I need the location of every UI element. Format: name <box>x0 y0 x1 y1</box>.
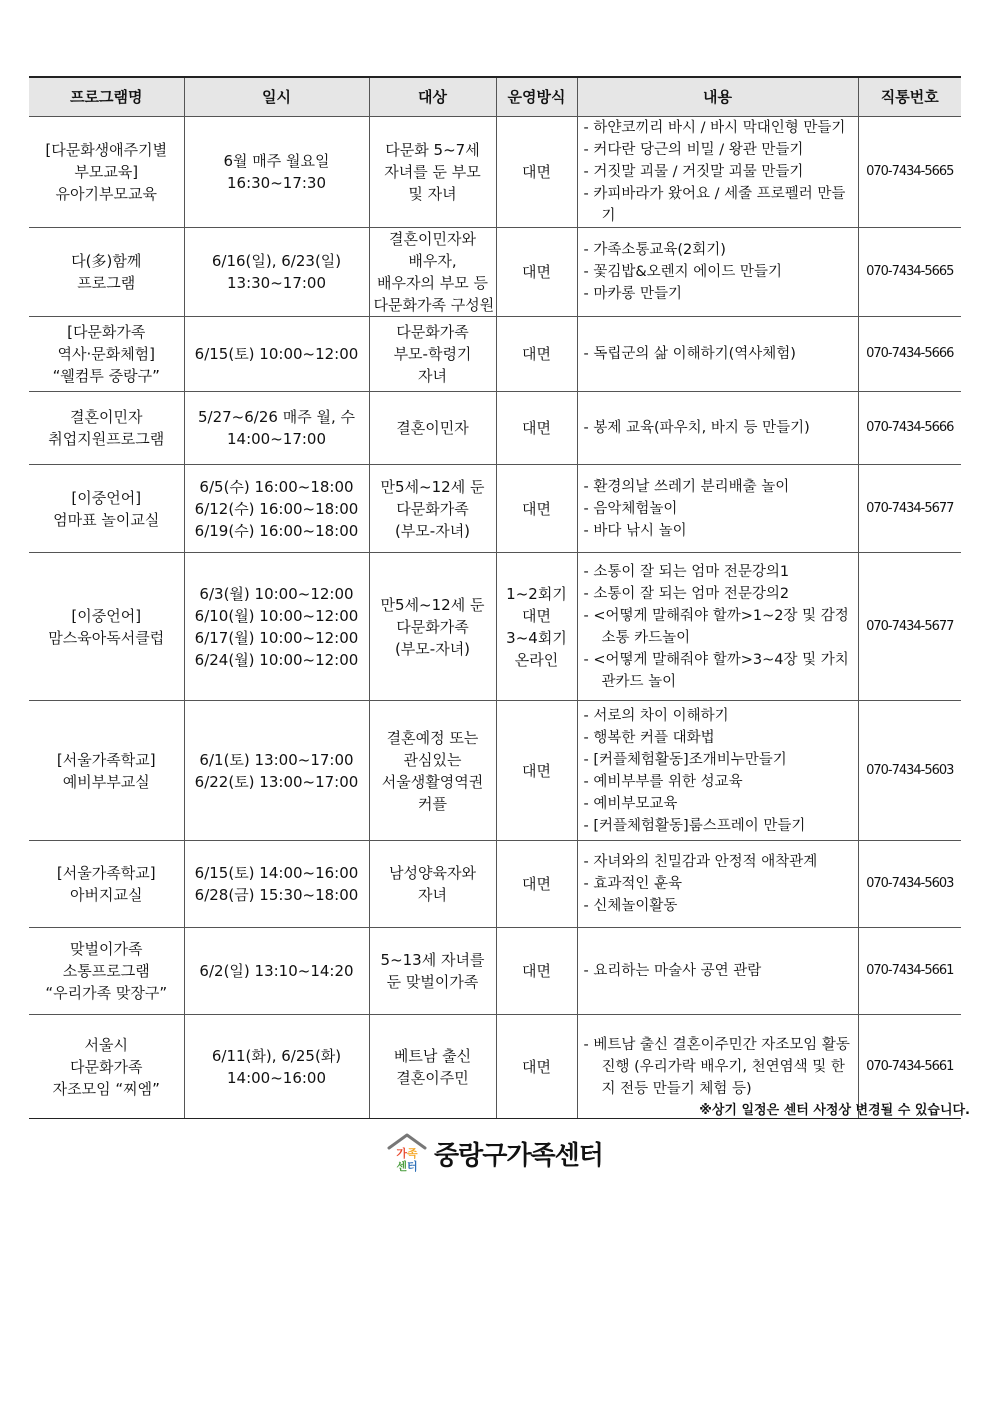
program-name-line: 자조모임 “찌엠” <box>52 1079 160 1098</box>
program-name <box>29 553 184 701</box>
program-target <box>369 228 496 317</box>
program-target-line: 및 자녀 <box>408 185 457 203</box>
program-target-line: 다문화가족 <box>396 323 469 341</box>
program-target-line: 결혼이민자와 <box>389 230 476 248</box>
program-date-line: 6/11(화), 6/25(화) <box>211 1046 342 1065</box>
program-target-line: 다문화가족 <box>396 499 469 518</box>
program-date-line: 14:00~17:00 <box>226 430 327 448</box>
program-mode-line: 대면 <box>522 499 551 518</box>
program-target <box>369 701 496 841</box>
program-content <box>577 465 858 553</box>
program-date <box>184 228 369 317</box>
program-name-line: 역사·문화체험] <box>57 345 156 363</box>
program-mode <box>496 392 577 465</box>
header-mode: 운영방식 <box>496 77 577 117</box>
program-name-line: 예비부부교실 <box>62 772 150 791</box>
content-item: - 음악체험놀이 <box>583 500 678 517</box>
program-target <box>369 465 496 553</box>
program-mode <box>496 465 577 553</box>
program-target-line: 5~13세 자녀를 <box>380 951 485 969</box>
program-content <box>577 392 858 465</box>
program-target-line: 자녀 <box>418 367 447 385</box>
program-phone: 070-7434-5677 <box>858 465 961 553</box>
content-item: - 마카롱 만들기 <box>583 286 682 302</box>
program-name <box>29 117 184 228</box>
program-target-line: 부모-학령기 <box>393 345 472 363</box>
program-name-line: 소통프로그램 <box>62 962 150 980</box>
program-date-line: 6월 매주 월요일 <box>223 152 330 170</box>
program-target <box>369 928 496 1015</box>
program-name-line: 프로그램 <box>77 274 136 292</box>
program-date-line: 6/3(월) 10:00~12:00 <box>199 584 354 603</box>
program-date-line: 6/1(토) 13:00~17:00 <box>199 750 354 769</box>
table-row <box>29 317 961 392</box>
program-mode-line: 대면 <box>522 875 551 893</box>
schedule-change-note: ※상기 일정은 센터 사정상 변경될 수 있습니다. <box>699 1103 970 1118</box>
program-target-line: 결혼예정 또는 <box>386 728 479 747</box>
program-date-line: 6/17(월) 10:00~12:00 <box>194 628 359 647</box>
program-mode-line: 대면 <box>522 419 551 437</box>
table-body <box>29 117 961 1119</box>
program-date-line: 13:30~17:00 <box>226 274 327 292</box>
content-item: - 소통이 잘 되는 엄마 전문강의1 <box>583 563 790 580</box>
program-name <box>29 317 184 392</box>
program-name <box>29 928 184 1015</box>
content-item: - 커다란 당근의 비밀 / 왕관 만들기 <box>583 142 804 158</box>
content-item: - 카피바라가 왔어요 / 세줄 프로펠러 만들기 <box>583 186 846 224</box>
header-program-name: 프로그램명 <box>29 77 184 117</box>
program-date-line: 6/2(일) 13:10~14:20 <box>199 962 354 980</box>
program-name <box>29 841 184 928</box>
logo-mark-bottom <box>396 1159 417 1173</box>
content-item: - 신체놀이활동 <box>583 898 678 914</box>
center-name: 중랑구가족센터 <box>434 1140 603 1171</box>
program-phone: 070-7434-5661 <box>858 928 961 1015</box>
program-date <box>184 392 369 465</box>
table-row <box>29 841 961 928</box>
program-target-line: 결혼이민자 <box>396 419 469 437</box>
program-date <box>184 841 369 928</box>
program-target-line: 둔 맞벌이가족 <box>386 973 479 991</box>
header-content: 내용 <box>577 77 858 117</box>
program-phone: 070-7434-5603 <box>858 841 961 928</box>
program-name-line: [다문화가족 <box>67 323 146 341</box>
program-date-line: 6/15(토) 14:00~16:00 <box>194 864 359 882</box>
program-content <box>577 841 858 928</box>
program-name-line: [이중언어] <box>71 606 142 625</box>
program-target <box>369 117 496 228</box>
content-item: - 봉제 교육(파우치, 바지 등 만들기) <box>583 420 810 436</box>
program-mode <box>496 317 577 392</box>
center-logo <box>386 1130 603 1176</box>
program-target <box>369 392 496 465</box>
program-date-line: 5/27~6/26 매주 월, 수 <box>198 408 355 426</box>
program-target <box>369 317 496 392</box>
program-mode <box>496 553 577 701</box>
program-target-line: 다문화가족 구성원 <box>373 296 495 314</box>
program-name-line: [서울가족학교] <box>56 750 156 769</box>
table-row <box>29 228 961 317</box>
program-name-line: 결혼이민자 <box>70 408 143 426</box>
header-target: 대상 <box>369 77 496 117</box>
program-mode <box>496 841 577 928</box>
program-mode-line: 1~2회기 <box>506 584 567 603</box>
program-name-line: 맘스육아독서클럽 <box>48 628 165 647</box>
program-target-line: 자녀 <box>418 886 447 904</box>
program-date <box>184 117 369 228</box>
logo-mark-char: 가 <box>396 1147 407 1160</box>
content-item: - 예비부모교육 <box>583 795 678 812</box>
program-target-line: 만5세~12세 둔 <box>380 595 485 614</box>
program-date-line: 6/19(수) 16:00~18:00 <box>194 521 359 540</box>
content-item: - 행복한 커플 대화법 <box>583 729 715 746</box>
program-table <box>29 76 961 1119</box>
program-name-line: 아버지교실 <box>70 886 143 904</box>
table-row <box>29 392 961 465</box>
program-date <box>184 928 369 1015</box>
program-mode <box>496 701 577 841</box>
program-target-line: 서울생활영역권 <box>381 772 484 791</box>
program-target <box>369 1015 496 1119</box>
program-phone: 070-7434-5666 <box>858 317 961 392</box>
program-target-line: 만5세~12세 둔 <box>380 477 485 496</box>
program-date <box>184 1015 369 1119</box>
program-phone: 070-7434-5661 <box>858 1015 961 1119</box>
content-item: - 효과적인 훈육 <box>583 876 682 892</box>
program-target-line: 자녀를 둔 부모 <box>384 163 481 181</box>
program-phone: 070-7434-5665 <box>858 117 961 228</box>
program-name-line: [다문화생애주기별 <box>45 141 168 159</box>
program-name-line: [이중언어] <box>71 488 142 507</box>
program-phone: 070-7434-5666 <box>858 392 961 465</box>
program-date-line: 6/5(수) 16:00~18:00 <box>199 477 354 496</box>
program-date <box>184 465 369 553</box>
content-item: - 하얀코끼리 바시 / 바시 막대인형 만들기 <box>583 120 846 136</box>
program-name <box>29 701 184 841</box>
table-row <box>29 465 961 553</box>
table-row <box>29 701 961 841</box>
program-date-line: 6/24(월) 10:00~12:00 <box>194 650 359 669</box>
table-row <box>29 117 961 228</box>
program-target-line: 다문화 5~7세 <box>385 141 480 159</box>
program-name <box>29 228 184 317</box>
program-name-line: 엄마표 놀이교실 <box>53 510 160 529</box>
content-item: - 꽃김밥&오렌지 에이드 만들기 <box>583 264 782 280</box>
logo-mark-char: 센 <box>396 1160 407 1173</box>
content-item: - 예비부부를 위한 성교육 <box>583 773 743 790</box>
program-target-line: 배우자의 부모 등 <box>377 274 488 292</box>
header-phone: 직통번호 <box>858 77 961 117</box>
program-target <box>369 553 496 701</box>
content-item: - [커플체험활동]조개비누만들기 <box>583 751 787 768</box>
program-name-line: 다(多)함께 <box>71 252 142 270</box>
program-date-line: 6/16(일), 6/23(일) <box>211 252 342 270</box>
program-name-line: 서울시 <box>84 1035 128 1054</box>
logo-mark-char: 족 <box>407 1147 418 1160</box>
program-name-line: “웰컴투 중랑구” <box>52 367 160 385</box>
program-target-line: 관심있는 <box>403 750 462 769</box>
program-date-line: 16:30~17:30 <box>226 174 327 192</box>
program-target-line: 다문화가족 <box>396 617 469 636</box>
content-item: - [커플체험활동]룸스프레이 만들기 <box>583 817 806 834</box>
program-date <box>184 701 369 841</box>
program-date-line: 6/22(토) 13:00~17:00 <box>194 772 359 791</box>
program-target-line: 커플 <box>418 794 447 813</box>
program-date-line: 6/28(금) 15:30~18:00 <box>194 886 359 904</box>
program-name <box>29 465 184 553</box>
program-mode-line: 대면 <box>522 606 551 625</box>
content-item: - 베트남 출신 결혼이주민간 자조모임 활동 진행 (우리가락 배우기, 천연염색 및 한지 전등 만들기 체험 등) <box>583 1036 850 1097</box>
program-content <box>577 317 858 392</box>
program-content <box>577 117 858 228</box>
table-header-row <box>29 77 961 117</box>
content-item: - 요리하는 마술사 공연 관람 <box>583 963 762 979</box>
program-content <box>577 553 858 701</box>
content-item: - <어떻게 말해줘야 할까>3~4장 및 가치관카드 놀이 <box>583 651 849 690</box>
program-name-line: “우리가족 맞장구” <box>45 984 168 1002</box>
program-mode <box>496 1015 577 1119</box>
program-date <box>184 317 369 392</box>
program-phone: 070-7434-5665 <box>858 228 961 317</box>
program-target-line: (부모-자녀) <box>394 521 471 540</box>
content-item: - 자녀와의 친밀감과 안정적 애착관계 <box>583 854 818 870</box>
program-mode-line: 대면 <box>522 345 551 363</box>
program-name-line: 맞벌이가족 <box>70 940 143 958</box>
family-house-logo-icon <box>386 1132 428 1174</box>
program-date-line: 6/15(토) 10:00~12:00 <box>194 345 359 363</box>
program-content <box>577 701 858 841</box>
content-item: - 소통이 잘 되는 엄마 전문강의2 <box>583 585 790 602</box>
program-mode <box>496 928 577 1015</box>
program-mode <box>496 228 577 317</box>
program-name-line: 유아기부모교육 <box>55 185 157 203</box>
program-mode-line: 대면 <box>522 1057 551 1076</box>
program-schedule <box>29 76 961 1119</box>
program-phone: 070-7434-5677 <box>858 553 961 701</box>
program-mode-line: 대면 <box>522 163 551 181</box>
program-target-line: 남성양육자와 <box>389 864 476 882</box>
table-row <box>29 553 961 701</box>
content-item: - 환경의날 쓰레기 분리배출 놀이 <box>583 478 790 495</box>
header-date: 일시 <box>184 77 369 117</box>
program-target <box>369 841 496 928</box>
program-mode-line: 대면 <box>522 761 551 780</box>
program-target-line: 결혼이주민 <box>396 1068 469 1087</box>
program-date-line: 6/10(월) 10:00~12:00 <box>194 606 359 625</box>
program-target-line: 베트남 출신 <box>393 1046 472 1065</box>
content-item: - 가족소통교육(2회기) <box>583 242 726 258</box>
program-phone: 070-7434-5603 <box>858 701 961 841</box>
program-name <box>29 1015 184 1119</box>
program-name-line: 취업지원프로그램 <box>48 430 165 448</box>
program-date <box>184 553 369 701</box>
program-mode <box>496 117 577 228</box>
program-name-line: 부모교육] <box>74 163 139 181</box>
content-item: - 바다 낚시 놀이 <box>583 522 687 539</box>
program-content <box>577 928 858 1015</box>
program-target-line: (부모-자녀) <box>394 639 471 658</box>
program-mode-line: 대면 <box>522 263 551 281</box>
logo-mark-top <box>396 1146 418 1160</box>
program-name-line: 다문화가족 <box>70 1057 143 1076</box>
program-mode-line: 3~4회기 <box>506 628 567 647</box>
program-content <box>577 228 858 317</box>
content-item: - 서로의 차이 이해하기 <box>583 707 729 724</box>
program-mode-line: 온라인 <box>514 650 559 669</box>
program-mode-line: 대면 <box>522 962 551 980</box>
logo-mark-char: 터 <box>407 1160 418 1173</box>
table-row <box>29 928 961 1015</box>
program-date-line: 6/12(수) 16:00~18:00 <box>194 499 359 518</box>
program-name-line: [서울가족학교] <box>56 864 156 882</box>
content-item: - 거짓말 괴물 / 거짓말 괴물 만들기 <box>583 164 804 180</box>
program-target-line: 배우자, <box>408 252 457 270</box>
content-item: - 독립군의 삶 이해하기(역사체험) <box>583 346 796 362</box>
program-name <box>29 392 184 465</box>
program-date-line: 14:00~16:00 <box>226 1068 327 1087</box>
content-item: - <어떻게 말해줘야 할까>1~2장 및 감정소통 카드놀이 <box>583 607 849 646</box>
